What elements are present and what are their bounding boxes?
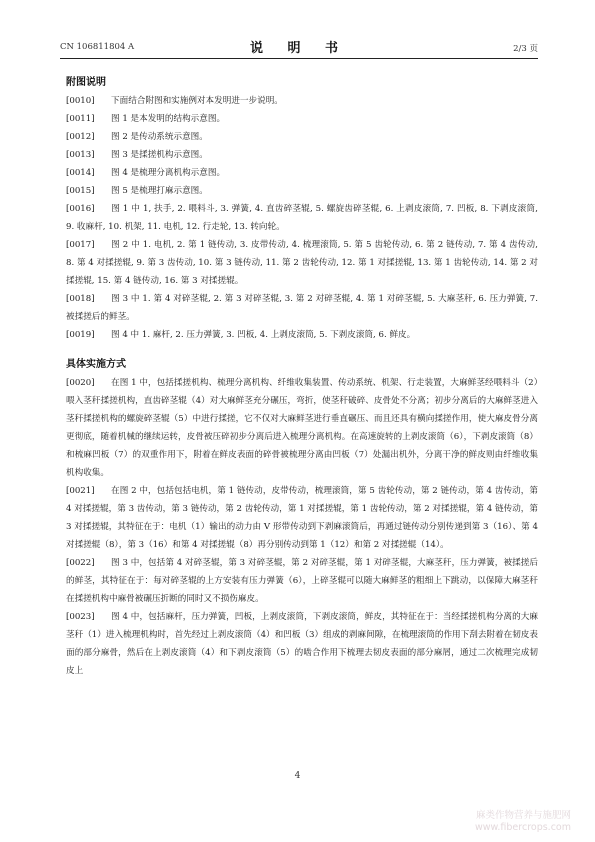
paragraph-number: [0021] bbox=[66, 486, 95, 496]
paragraph-text: 图 4 中 1. 麻杆, 2. 压力弹簧, 3. 凹板, 4. 上剥皮滚筒, 5. 下剥皮滚筒, 6. 鲜皮。 bbox=[111, 330, 416, 340]
paragraph-0014 bbox=[66, 164, 538, 182]
paragraph-text: 下面结合附图和实施例对本发明进一步说明。 bbox=[111, 96, 283, 106]
paragraph-0018 bbox=[66, 290, 538, 326]
paragraph-text: 图 2 是传动系统示意图。 bbox=[111, 132, 208, 142]
paragraph-number: [0019] bbox=[66, 330, 95, 340]
paragraph-0013 bbox=[66, 146, 538, 164]
paragraph-0010 bbox=[66, 92, 538, 110]
paragraph-text: 在图 2 中，包括包括电机，第 1 链传动，皮带传动，梳理滚筒，第 5 齿轮传动，第 2 链传动，第 4 齿传动，第 4 对揉搓辊，第 3 齿传动，第 3 链传动，第 2 齿轮传动，第 1 对揉搓辊，第 1 齿轮传动，第 2 对揉搓辊，第 4 链传动，第 3 对揉搓辊，其特征在于：电机（1）输出的动力由 V 形带传动到下剥麻滚筒后，再通过链传动分别传递到第 3（16）、第 4 对揉搓辊（8），第 3（16）和第 4 对揉搓辊（8）再分别传动到第 1（12）和第 2 对揉搓辊（14）。 bbox=[66, 486, 538, 550]
patent-number: CN 106811804 A bbox=[60, 42, 135, 52]
paragraph-number: [0013] bbox=[66, 150, 95, 160]
figures-section bbox=[66, 92, 538, 344]
document-title: 说 明 书 bbox=[249, 41, 349, 56]
paragraph-number: [0012] bbox=[66, 132, 95, 142]
paragraph-text: 在图 1 中，包括揉搓机构、梳理分离机构、纤维收集装置、传动系统、机架、行走装置，大麻鲜茎经喂料斗（2）喂入茎秆揉搓机构，直齿碎茎辊（4）对大麻鲜茎充分碾压，弯折，使茎秆破碎、皮骨处不分离；初步分离后的大麻鲜茎进入茎秆揉搓机构的螺旋碎茎辊（5）中进行揉搓，它不仅对大麻鲜茎进行垂直碾压、而且还具有横向揉搓作用，使大麻皮骨分离更彻底，随着机械的继续运转，皮骨被压碎初步分离后进入梳理分离机构。在高速旋转的上剥皮滚筒（6），下剥皮滚筒（8）和梳麻凹板（7）的双重作用下，附着在鲜皮表面的碎骨被梳理分离由凹板（7）处漏出机外，分离干净的鲜皮则由纤维收集机构收集。 bbox=[66, 378, 538, 478]
paragraph-number: [0018] bbox=[66, 294, 95, 304]
paragraph-0021 bbox=[66, 482, 538, 554]
paragraph-text: 图 1 中 1, 扶手, 2. 喂料斗, 3. 弹簧, 4. 直齿碎茎辊, 5. 螺旋齿碎茎辊, 6. 上剥皮滚筒, 7. 凹板, 8. 下剥皮滚筒, 9. 收麻杆, 10. 机架, 11. 电机, 12. 行走轮, 13. 转向轮。 bbox=[66, 204, 538, 232]
page-header bbox=[60, 36, 538, 59]
figures-section-title: 附图说明 bbox=[66, 77, 106, 88]
paragraph-number: [0011] bbox=[66, 114, 95, 124]
paragraph-0012 bbox=[66, 128, 538, 146]
watermark-url: www.fibercrops.com bbox=[474, 822, 571, 833]
site-watermark bbox=[475, 810, 571, 834]
embodiment-section bbox=[66, 374, 538, 680]
paragraph-number: [0017] bbox=[66, 240, 95, 250]
paragraph-text: 图 3 是揉搓机构示意图。 bbox=[111, 150, 208, 160]
paragraph-text: 图 1 是本发明的结构示意图。 bbox=[111, 114, 226, 124]
document-body bbox=[66, 74, 538, 680]
paragraph-text: 图 2 中 1. 电机, 2. 第 1 链传动, 3. 皮带传动, 4. 梳理滚筒, 5. 第 5 齿轮传动, 6. 第 2 链传动, 7. 第 4 齿传动, 8. 第 4 对揉搓辊, 9. 第 3 齿传动, 10. 第 3 链传动, 11. 第 2 齿轮传动, 12. 第 1 对揉搓辊, 13. 第 1 齿轮传动, 14. 第 2 对揉搓辊, 15. 第 4 链传动, 16. 第 3 对揉搓辊。 bbox=[66, 240, 538, 286]
paragraph-0015 bbox=[66, 182, 538, 200]
page-indicator: 2/3 页 bbox=[513, 44, 538, 54]
paragraph-0011 bbox=[66, 110, 538, 128]
paragraph-number: [0016] bbox=[66, 204, 95, 214]
paragraph-text: 图 3 中 1. 第 4 对碎茎辊, 2. 第 3 对碎茎辊, 3. 第 2 对碎茎辊, 4. 第 1 对碎茎辊, 5. 大麻茎秆, 6. 压力弹簧, 7. 被揉搓后的鲜茎。 bbox=[66, 294, 538, 322]
paragraph-0023 bbox=[66, 608, 538, 680]
paragraph-number: [0010] bbox=[66, 96, 95, 106]
paragraph-0019 bbox=[66, 326, 538, 344]
paragraph-text: 图 4 是梳理分离机构示意图。 bbox=[111, 168, 226, 178]
section-spacer bbox=[66, 344, 538, 356]
page-number: 4 bbox=[294, 771, 301, 781]
paragraph-number: [0020] bbox=[66, 378, 95, 388]
paragraph-text: 图 4 中，包括麻杆，压力弹簧，凹板，上剥皮滚筒，下剥皮滚筒，鲜皮，其特征在于：当经揉搓机构分离的大麻茎秆（1）进入梳理机构时，首先经过上剥皮滚筒（4）和凹板（3）组成的剥麻间隙，在梳理滚筒的作用下刮去附着在韧皮表面的部分麻骨，然后在上剥皮滚筒（4）和下剥皮滚筒（5）的啮合作用下梳理去韧皮表面的部分麻屑，通过二次梳理完成韧皮上 bbox=[66, 612, 538, 676]
paragraph-0020 bbox=[66, 374, 538, 482]
paragraph-0016 bbox=[66, 200, 538, 236]
paragraph-text: 图 5 是梳理打麻示意图。 bbox=[111, 186, 208, 196]
paragraph-number: [0022] bbox=[66, 558, 95, 568]
paragraph-number: [0023] bbox=[66, 612, 95, 622]
paragraph-number: [0015] bbox=[66, 186, 95, 196]
paragraph-number: [0014] bbox=[66, 168, 95, 178]
embodiment-section-title: 具体实施方式 bbox=[66, 359, 126, 370]
watermark-name: 麻类作物营养与施肥网 bbox=[475, 810, 571, 821]
paragraph-0017 bbox=[66, 236, 538, 290]
paragraph-text: 图 3 中，包括第 4 对碎茎辊，第 3 对碎茎辊，第 2 对碎茎辊，第 1 对碎茎辊，大麻茎秆，压力弹簧，被揉搓后的鲜茎，其特征在于：每对碎茎辊的上方安装有压力弹簧（6），上碎茎辊可以随大麻鲜茎的粗细上下跳动，以保障大麻茎秆在揉搓机构中麻骨被碾压折断的同时又不损伤麻皮。 bbox=[66, 558, 538, 604]
paragraph-0022 bbox=[66, 554, 538, 608]
